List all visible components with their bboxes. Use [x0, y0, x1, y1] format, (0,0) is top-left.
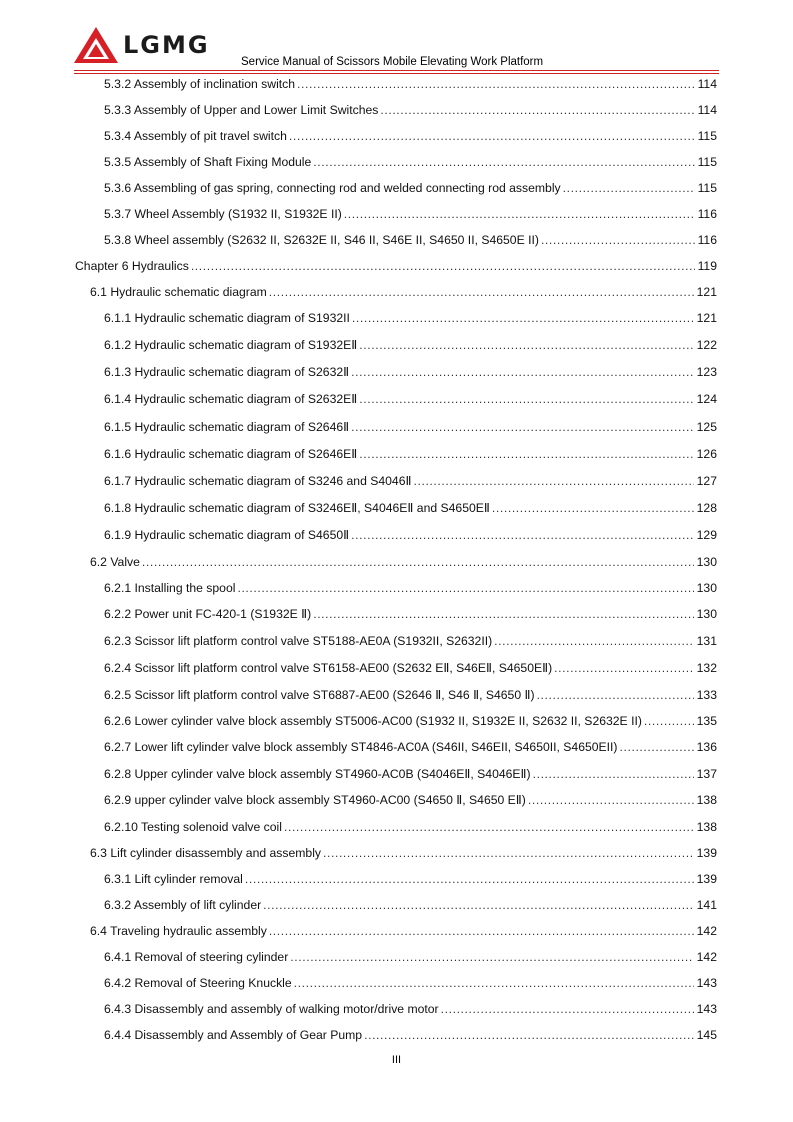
dot-leader	[441, 1002, 694, 1016]
dot-leader	[554, 661, 693, 675]
toc-entry-page: 115	[697, 181, 717, 195]
toc-entry-title: 6.2.1 Installing the spool	[104, 581, 236, 595]
toc-entry-page: 143	[696, 1002, 717, 1016]
dot-leader	[359, 447, 693, 461]
logo-wordmark: LGMG	[123, 31, 210, 59]
toc-entry[interactable]	[104, 392, 717, 410]
toc-entry[interactable]	[104, 740, 717, 758]
toc-entry-page: 139	[696, 846, 717, 860]
toc-entry[interactable]	[104, 793, 717, 811]
toc-entry-title: 6.2.5 Scissor lift platform control valve ST6887-AE00 (S2646 Ⅱ, S46 Ⅱ, S4650 Ⅱ)	[104, 688, 535, 702]
dot-leader	[245, 872, 694, 886]
dot-leader	[620, 740, 694, 754]
toc-entry[interactable]	[104, 607, 717, 625]
toc-entry[interactable]	[104, 872, 717, 890]
toc-entry-title: 5.3.4 Assembly of pit travel switch	[104, 129, 287, 143]
toc-entry-title: 6.2.9 upper cylinder valve block assembly ST4960-AC00 (S4650 Ⅱ, S4650 EⅡ)	[104, 793, 526, 807]
toc-entry-page: 122	[696, 338, 717, 352]
toc-entry-page: 138	[696, 820, 717, 834]
toc-entry[interactable]	[104, 950, 717, 968]
toc-entry[interactable]	[104, 767, 717, 785]
toc-entry[interactable]	[104, 976, 717, 994]
toc-entry-title: 6.1.7 Hydraulic schematic diagram of S3246 and S4046Ⅱ	[104, 474, 412, 488]
dot-leader	[323, 846, 694, 860]
dot-leader	[284, 820, 694, 834]
dot-leader	[380, 103, 694, 117]
toc-entry-page: 142	[696, 950, 717, 964]
toc-entry-title: 6.1.6 Hydraulic schematic diagram of S2646EⅡ	[104, 447, 358, 461]
toc-entry-title: 6.2.7 Lower lift cylinder valve block assembly ST4846-AC0A (S46II, S46EII, S4650II, S4650EII)	[104, 740, 618, 754]
dot-leader	[528, 793, 694, 807]
toc-entry-page: 125	[696, 420, 717, 434]
dot-leader	[351, 528, 694, 542]
toc-entry-title: 5.3.6 Assembling of gas spring, connecting rod and welded connecting rod assembly	[104, 181, 561, 195]
toc-entry-page: 115	[697, 155, 717, 169]
toc-entry[interactable]	[104, 661, 717, 679]
toc-entry-page: 145	[696, 1028, 717, 1042]
toc-entry-title: 6.1 Hydraulic schematic diagram	[90, 285, 267, 299]
header-title: Service Manual of Scissors Mobile Elevating Work Platform	[241, 56, 544, 68]
toc-entry-page: 116	[697, 233, 717, 247]
toc-entry-title: 5.3.7 Wheel Assembly (S1932 II, S1932E II)	[104, 207, 342, 221]
toc-entry-title: 5.3.3 Assembly of Upper and Lower Limit Switches	[104, 103, 379, 117]
toc-entry-page: 114	[697, 103, 717, 117]
toc-entry-page: 116	[697, 207, 717, 221]
dot-leader	[289, 129, 695, 143]
dot-leader	[351, 365, 694, 379]
toc-entry-title: 6.3.1 Lift cylinder removal	[104, 872, 243, 886]
toc-entry-title: 6.1.5 Hydraulic schematic diagram of S2646Ⅱ	[104, 420, 350, 434]
dot-leader	[263, 898, 694, 912]
toc-entry-title: 6.1.9 Hydraulic schematic diagram of S4650Ⅱ	[104, 528, 350, 542]
toc-entry-title: 6.2.8 Upper cylinder valve block assembly ST4960-AC0B (S4046EⅡ, S4046EⅡ)	[104, 767, 531, 781]
dot-leader	[644, 714, 694, 728]
toc-entry[interactable]	[104, 1028, 717, 1046]
toc-entry-title: 6.2.2 Power unit FC-420-1 (S1932E Ⅱ)	[104, 607, 312, 621]
dot-leader	[359, 392, 693, 406]
toc-entry-title: 6.4.4 Disassembly and Assembly of Gear Pump	[104, 1028, 363, 1042]
toc-entry-title: 5.3.2 Assembly of inclination switch	[104, 77, 296, 91]
dot-leader	[541, 233, 695, 247]
header-rule	[74, 73, 719, 74]
toc-entry-title: Chapter 6 Hydraulics	[75, 259, 189, 273]
toc-entry-page: 142	[696, 924, 717, 938]
toc-entry[interactable]	[104, 474, 717, 492]
toc-entry[interactable]	[104, 77, 717, 95]
dot-leader	[351, 420, 694, 434]
dot-leader	[269, 924, 694, 938]
toc-entry[interactable]	[104, 103, 717, 121]
toc-entry-title: 6.4.1 Removal of steering cylinder	[104, 950, 289, 964]
dot-leader	[492, 501, 694, 515]
dot-leader	[344, 207, 695, 221]
toc-entry-page: 137	[696, 767, 717, 781]
toc-entry[interactable]	[104, 129, 717, 147]
toc-entry[interactable]	[104, 311, 717, 329]
dot-leader	[290, 950, 693, 964]
toc-entry[interactable]	[104, 898, 717, 916]
dot-leader	[537, 688, 694, 702]
toc-entry-page: 130	[696, 555, 717, 569]
toc-entry-page: 127	[696, 474, 717, 488]
toc-entry-page: 139	[696, 872, 717, 886]
toc-entry-title: 5.3.5 Assembly of Shaft Fixing Module	[104, 155, 312, 169]
toc-entry[interactable]	[90, 924, 717, 942]
toc-entry[interactable]	[104, 207, 717, 225]
toc-entry-page: 138	[696, 793, 717, 807]
toc-entry[interactable]	[104, 365, 717, 383]
toc-entry-title: 6.1.3 Hydraulic schematic diagram of S2632Ⅱ	[104, 365, 350, 379]
toc-entry[interactable]	[90, 285, 717, 303]
toc-entry-page: 131	[696, 634, 717, 648]
toc-entry-title: 6.1.4 Hydraulic schematic diagram of S2632EⅡ	[104, 392, 358, 406]
toc-entry-page: 133	[696, 688, 717, 702]
dot-leader	[191, 259, 695, 273]
toc-entry[interactable]	[104, 1002, 717, 1020]
toc-entry-page: 126	[696, 447, 717, 461]
toc-entry[interactable]	[90, 555, 717, 573]
dot-leader	[297, 77, 695, 91]
toc-entry[interactable]	[104, 501, 717, 519]
dot-leader	[563, 181, 695, 195]
dot-leader	[142, 555, 694, 569]
toc-entry-title: 6.1.2 Hydraulic schematic diagram of S1932EⅡ	[104, 338, 358, 352]
dot-leader	[413, 474, 693, 488]
lgmg-logo-icon	[74, 27, 118, 63]
toc-entry-title: 6.2.3 Scissor lift platform control valve ST5188-AE0A (S1932II, S2632II)	[104, 634, 493, 648]
toc-entry[interactable]	[104, 634, 717, 652]
dot-leader	[313, 155, 694, 169]
toc-entry-page: 136	[696, 740, 717, 754]
toc-entry-page: 115	[697, 129, 717, 143]
toc-entry[interactable]	[104, 338, 717, 356]
toc-entry-page: 132	[696, 661, 717, 675]
toc-entry[interactable]	[104, 688, 717, 706]
toc-entry-title: 6.2 Valve	[90, 555, 140, 569]
toc-entry-title: 6.4 Traveling hydraulic assembly	[90, 924, 267, 938]
dot-leader	[237, 581, 693, 595]
dot-leader	[494, 634, 693, 648]
toc-entry-title: 6.1.8 Hydraulic schematic diagram of S3246EⅡ, S4046EⅡ and S4650EⅡ	[104, 501, 490, 515]
toc-entry-title: 6.4.2 Removal of Steering Knuckle	[104, 976, 292, 990]
page-number: III	[391, 1054, 402, 1066]
toc-entry[interactable]	[104, 181, 717, 199]
toc-entry[interactable]	[90, 846, 717, 864]
dot-leader	[533, 767, 694, 781]
toc-entry-page: 141	[696, 898, 717, 912]
toc-entry-page: 123	[696, 365, 717, 379]
toc-entry-title: 6.2.4 Scissor lift platform control valve ST6158-AE00 (S2632 EⅡ, S46EⅡ, S4650EⅡ)	[104, 661, 553, 675]
toc-entry-page: 114	[697, 77, 717, 91]
toc-entry[interactable]	[104, 581, 717, 599]
toc-entry-title: 6.1.1 Hydraulic schematic diagram of S1932II	[104, 311, 350, 325]
toc-entry[interactable]	[104, 233, 717, 251]
dot-leader	[364, 1028, 694, 1042]
toc-entry-page: 119	[697, 259, 717, 273]
toc-entry-page: 143	[696, 976, 717, 990]
toc-entry-title: 6.3 Lift cylinder disassembly and assembly	[90, 846, 321, 860]
toc-entry[interactable]	[104, 155, 717, 173]
dot-leader	[352, 311, 694, 325]
toc-entry-title: 6.2.10 Testing solenoid valve coil	[104, 820, 282, 834]
page-header	[0, 0, 793, 75]
toc-entry[interactable]	[104, 820, 717, 838]
toc-entry[interactable]	[104, 714, 717, 732]
header-rule	[74, 70, 719, 71]
toc-entry-page: 129	[696, 528, 717, 542]
dot-leader	[313, 607, 693, 621]
toc-entry[interactable]	[104, 420, 717, 438]
toc-entry[interactable]	[104, 528, 717, 546]
toc-entry-page: 121	[696, 311, 717, 325]
toc-entry-page: 128	[696, 501, 717, 515]
toc-entry-title: 6.4.3 Disassembly and assembly of walking motor/drive motor	[104, 1002, 439, 1016]
dot-leader	[294, 976, 694, 990]
dot-leader	[359, 338, 693, 352]
toc-entry-page: 130	[696, 581, 717, 595]
toc-entry-title: 6.2.6 Lower cylinder valve block assembly ST5006-AC00 (S1932 II, S1932E II, S2632 II, S2632E II)	[104, 714, 642, 728]
toc-entry-page: 130	[696, 607, 717, 621]
dot-leader	[269, 285, 694, 299]
toc-entry-page: 135	[696, 714, 717, 728]
toc-entry-page: 121	[696, 285, 717, 299]
toc-entry-page: 124	[696, 392, 717, 406]
toc-entry[interactable]	[75, 259, 717, 277]
toc-entry-title: 6.3.2 Assembly of lift cylinder	[104, 898, 262, 912]
toc-entry[interactable]	[104, 447, 717, 465]
toc-entry-title: 5.3.8 Wheel assembly (S2632 II, S2632E II, S46 II, S46E II, S4650 II, S4650E II)	[104, 233, 539, 247]
